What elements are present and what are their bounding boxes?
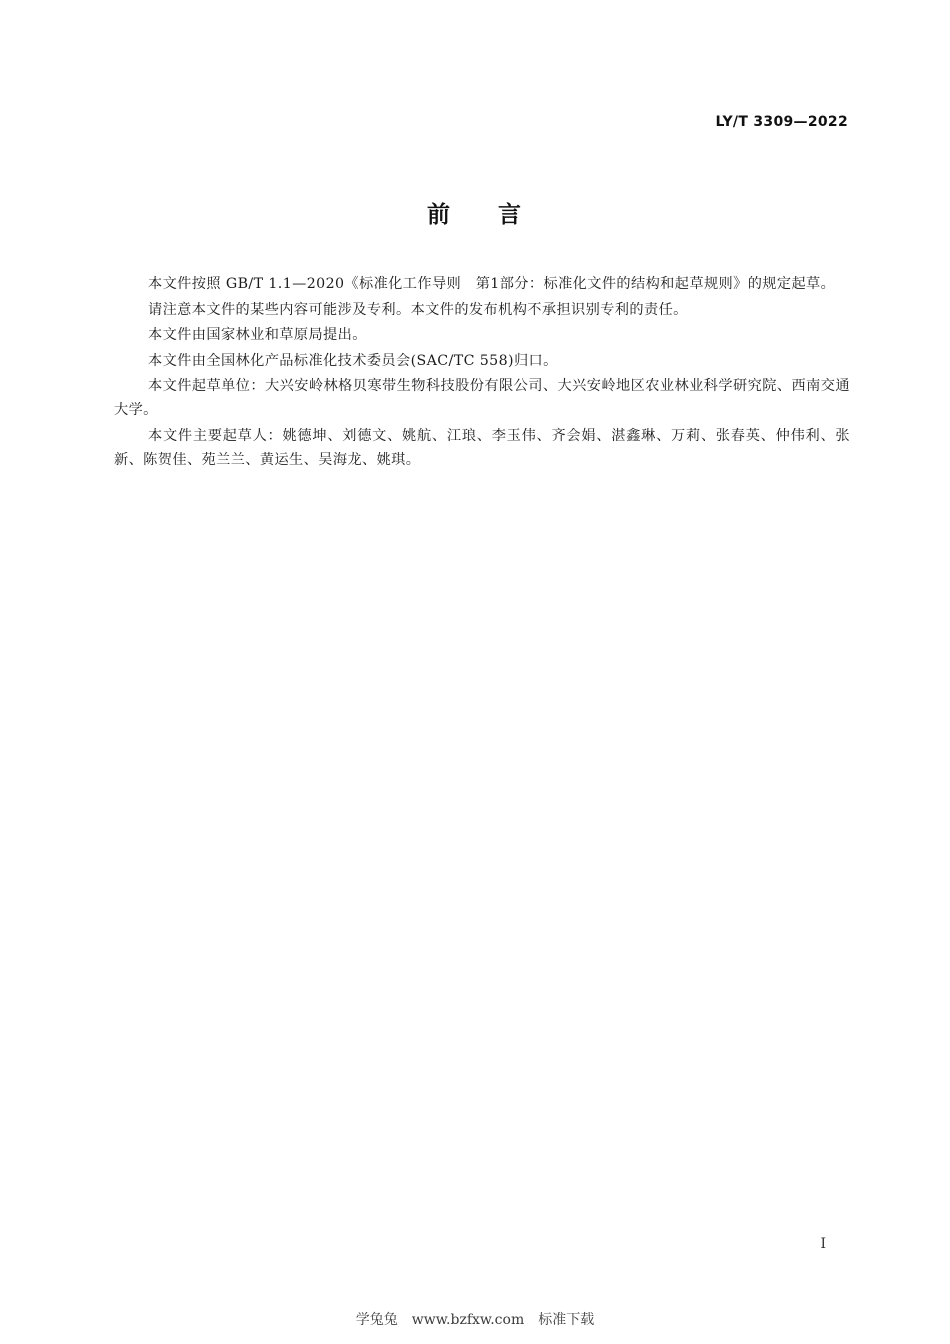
- page-number: I: [820, 1236, 826, 1252]
- paragraph-drafters: 本文件主要起草人：姚德坤、刘德文、姚航、江琅、李玉伟、齐会娟、湛鑫琳、万莉、张春英、仲伟利、张新、陈贺佳、苑兰兰、黄运生、吴海龙、姚琪。: [114, 427, 850, 468]
- foreword-body: [114, 272, 850, 473]
- section-title-char-2: 言: [498, 202, 523, 228]
- paragraph-technical-committee: 本文件由全国林化产品标准化技术委员会(SAC/TC 558)归口。: [148, 352, 558, 369]
- paragraph-patent-notice: 请注意本文件的某些内容可能涉及专利。本文件的发布机构不承担识别专利的责任。: [148, 301, 688, 318]
- paragraph-proposer: 本文件由国家林业和草原局提出。: [148, 327, 367, 343]
- watermark-text: 学兔兔 www.bzfxw.com 标准下载: [355, 1312, 595, 1328]
- section-title: [0, 196, 950, 229]
- section-title-char-1: 前: [427, 202, 452, 228]
- paragraph-drafting-rules: 本文件按照 GB/T 1.1—2020《标准化工作导则 第1部分：标准化文件的结构和起草规则》的规定起草。: [148, 276, 836, 292]
- paragraph-drafting-organizations: 本文件起草单位：大兴安岭林格贝寒带生物科技股份有限公司、大兴安岭地区农业林业科学研究院、西南交通大学。: [114, 378, 850, 418]
- standard-code: LY/T 3309—2022: [715, 114, 848, 130]
